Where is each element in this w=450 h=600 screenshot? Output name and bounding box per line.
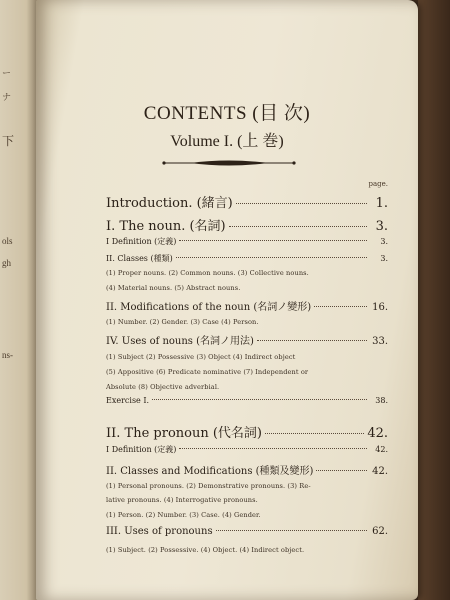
leader-dots: [176, 257, 367, 258]
facing-page-fragment: ナ: [2, 92, 12, 102]
toc-entry-label: Exercise I.: [106, 396, 150, 405]
volume-title: Volume I. (上 巻): [170, 133, 284, 150]
toc-entry-label: II. Classes and Modifications (種類及變形): [106, 466, 314, 477]
toc-entry-label: Introduction. (緒言): [106, 196, 233, 211]
toc-entry-page: 42.: [367, 426, 388, 441]
facing-page-fragment: ols: [2, 236, 13, 246]
leader-dots: [179, 448, 367, 449]
toc-subline: (1) Personal pronouns. (2) Demonstrative pronouns. (3) Re-: [106, 482, 311, 490]
toc-entry-pronoun[interactable]: [106, 422, 388, 441]
toc-entry-noun-definition[interactable]: [106, 236, 388, 247]
page-column-header: page.: [368, 180, 388, 188]
leader-dots: [316, 470, 367, 471]
leader-dots: [314, 306, 367, 307]
toc-entry-introduction[interactable]: [106, 192, 388, 211]
toc-subline: (1) Subject (2) Possessive (3) Object (4) Indirect object: [106, 353, 296, 361]
toc-subline: (1) Proper nouns. (2) Common nouns. (3) Collective nouns.: [106, 269, 309, 277]
toc-entry-page: 1.: [375, 196, 388, 211]
leader-dots: [179, 240, 367, 241]
toc-entry-label: II. The pronoun (代名詞): [106, 426, 262, 441]
facing-page-fragment: gh: [2, 258, 11, 268]
toc-entry-noun-modifications[interactable]: [106, 298, 388, 313]
toc-entry-page: 16.: [372, 302, 388, 313]
toc-entry-label: II. Classes (種類): [106, 254, 173, 263]
leader-dots: [229, 226, 367, 227]
toc-entry-page: 42.: [375, 445, 388, 454]
toc-entry-page: 33.: [372, 336, 388, 347]
leader-dots: [257, 340, 367, 341]
toc-entry-label: II. Modifications of the noun (名詞ノ變形): [106, 302, 312, 313]
toc-subline: (1) Number. (2) Gender. (3) Case (4) Person.: [106, 318, 259, 326]
toc-entry-noun-classes[interactable]: [106, 253, 388, 264]
toc-entry-page: 38.: [375, 396, 388, 405]
toc-entry-label: I Definition (定義): [106, 445, 177, 454]
toc-entry-page: 3.: [375, 219, 388, 234]
leader-dots: [236, 203, 367, 204]
contents-page: [36, 0, 418, 600]
leader-dots: [265, 433, 364, 434]
toc-entry-label: I Definition (定義): [106, 237, 177, 246]
toc-subline: (1) Person. (2) Number. (3) Case. (4) Gender.: [106, 511, 261, 519]
toc-entry-page: 3.: [380, 254, 388, 263]
toc-subline: lative pronouns. (4) Interrogative pronouns.: [106, 496, 258, 504]
toc-entry-page: 42.: [372, 466, 388, 477]
leader-dots: [152, 399, 367, 400]
toc-entry-page: 62.: [372, 526, 388, 537]
facing-page-fragment: ns-: [2, 350, 13, 360]
toc-entry-noun-uses[interactable]: [106, 332, 388, 347]
toc-entry-pronoun-definition[interactable]: [106, 444, 388, 455]
facing-page-fragment: ー: [2, 68, 12, 78]
facing-page-fragment: 下: [2, 134, 15, 148]
toc-entry-noun[interactable]: [106, 215, 388, 234]
toc-subline: Absolute (8) Objective adverbial.: [106, 383, 220, 391]
toc-entry-label: IV. Uses of nouns (名詞ノ用法): [106, 336, 254, 347]
toc-subline: (1) Subject. (2) Possessive. (4) Object. (4) Indirect object.: [106, 546, 305, 554]
toc-subline: (4) Material nouns. (5) Abstract nouns.: [106, 284, 241, 292]
ornament-divider: [160, 156, 298, 170]
toc-entry-pronoun-classes[interactable]: [106, 462, 388, 477]
toc-entry-page: 3.: [380, 237, 388, 246]
leader-dots: [216, 530, 367, 531]
toc-entry-label: I. The noun. (名詞): [106, 219, 226, 234]
toc-entry-label: III. Uses of pronouns: [106, 526, 213, 537]
contents-title: CONTENTS (目 次): [143, 103, 311, 124]
toc-subline: (5) Appositive (6) Predicate nominative (7) Independent or: [106, 368, 309, 376]
toc-entry-pronoun-uses[interactable]: [106, 526, 388, 537]
toc-entry-exercise[interactable]: [106, 396, 388, 405]
book-right-edge: [418, 0, 450, 600]
